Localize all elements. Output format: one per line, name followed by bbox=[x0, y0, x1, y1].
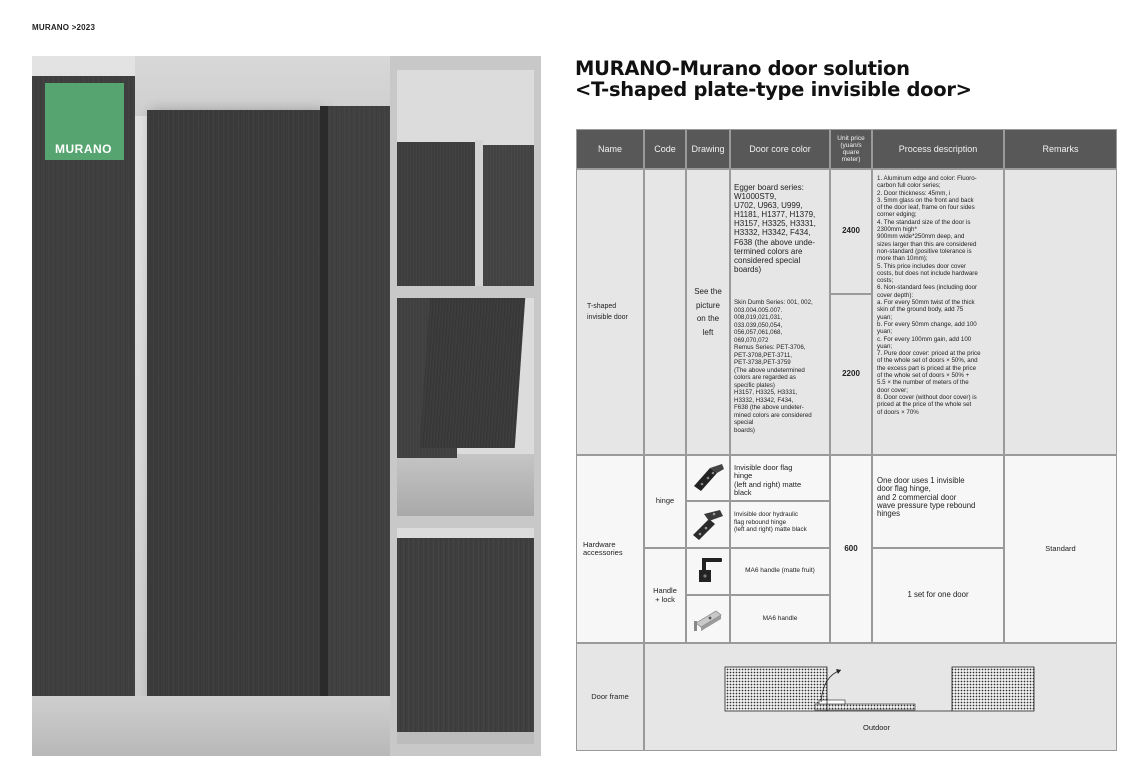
process-description-text: 1. Aluminum edge and color: Fluoro- carbon full color series; 2. Door thickness: 45mm, i 3. 5mm glass on the front and back of the door leaf, frame on four sides corner edging; 4. The standard size of the door is 2300mm high* 900mm wide*250mm deep, and sizes larger than this are considered non-standard (positive tolerance is more than 10mm); 5. This price includes door cover costs, but does not include hardware costs; 6. Non-standard fees (including door cover depth): a. For every 50mm twist of the thick skin of the ground body, add 75 yuan; b. For every 50mm change, add 100 yuan; c. For every 100mm gain, add 100 yuan; 7. Pure door cover: priced at the price of the whole set of doors × 50%, and the excess part is priced at the price of the whole set of doors × 50% + 5.5 × the number of meters of the door cover; 8. Door cover (without door cover) is priced at the price of the whole set of doors × 70% bbox=[877, 175, 981, 416]
row1-price-a: 2400 bbox=[830, 169, 872, 294]
header-door-core-color: Door core color bbox=[730, 129, 830, 169]
row1-name: T-shaped invisible door bbox=[576, 169, 644, 455]
main-door-photo bbox=[32, 56, 390, 756]
handle-item: MA6 handle (matte fruit) bbox=[730, 548, 830, 595]
row2-remarks: Standard bbox=[1004, 455, 1117, 643]
row2-process-hinge bbox=[872, 455, 1004, 548]
hydraulic-hinge-item bbox=[730, 501, 830, 548]
logo-text: MURANO bbox=[55, 142, 112, 156]
murano-logo bbox=[45, 83, 124, 160]
row1-code bbox=[644, 169, 686, 455]
door-frame-diagram bbox=[644, 643, 1117, 751]
hinge-icon bbox=[690, 460, 726, 496]
breadcrumb: MURANO >2023 bbox=[32, 23, 96, 32]
hydraulic-hinge-icon bbox=[690, 507, 726, 543]
price-table bbox=[576, 129, 1117, 751]
row2-process-hinge-text: One door uses 1 invisible door flag hinge, and 2 commercial door wave pressure type rebound hinges bbox=[877, 476, 976, 519]
row1-drawing: See the picture on the left bbox=[686, 169, 730, 455]
hinge-drawing bbox=[686, 455, 730, 501]
door-detail-photo-1 bbox=[397, 70, 534, 286]
door-detail-photo-2 bbox=[397, 298, 534, 516]
row1-remarks bbox=[1004, 169, 1117, 455]
row1-price-b: 2200 bbox=[830, 294, 872, 455]
lever-handle-icon bbox=[690, 554, 726, 590]
header-remarks: Remarks bbox=[1004, 129, 1117, 169]
hydraulic-hinge-item-text: Invisible door hydraulic flag rebound hinge (left and right) matte black bbox=[734, 511, 807, 534]
page-title bbox=[575, 58, 972, 100]
row1-process bbox=[872, 169, 1004, 455]
row2-code-hinge: hinge bbox=[644, 455, 686, 548]
door-frame-section-drawing bbox=[645, 644, 1117, 751]
header-process-description: Process description bbox=[872, 129, 1004, 169]
title-line-1: MURANO-Murano door solution bbox=[575, 57, 910, 80]
header-drawing: Drawing bbox=[686, 129, 730, 169]
row2-process-handle: 1 set for one door bbox=[872, 548, 1004, 643]
lock-body-icon bbox=[690, 601, 726, 637]
door-detail-photo-3 bbox=[397, 528, 534, 744]
title-line-2: <T-shaped plate-type invisible door> bbox=[575, 78, 972, 101]
header-code: Code bbox=[644, 129, 686, 169]
lock-body-drawing bbox=[686, 595, 730, 643]
hinge-item-text: Invisible door flag hinge (left and right) matte black bbox=[734, 463, 802, 497]
hydraulic-hinge-drawing bbox=[686, 501, 730, 548]
lock-item: MA6 handle bbox=[730, 595, 830, 643]
color-egger-series: Egger board series: W1000ST9, U702, U963, U999, H1181, H1377, H1379, H3157, H3325, H3331, H3332, H3342, F434, F638 (the above unde- termined colors are considered special boards) bbox=[734, 183, 816, 274]
header-name: Name bbox=[576, 129, 644, 169]
header-unit-price: Unit price (yuan/s quare meter) bbox=[830, 129, 872, 169]
color-skin-dumb-series: Skin Dumb Series: 001, 002, 003.004.005.007. 008,019,021,031, 033.039,050,054, 056,057,061,068, 069,070,072 Remus Series: PET-3706, PET-3708,PET-3711, PET-3738,PET-3759 (The above undetermined colors are regarded as specific plates) H3157, H3325, H3331, H3332, H3342, F434, F638 (the above undeter- mined colors are considered special boards) bbox=[734, 299, 813, 434]
diagram-label-outdoor: Outdoor bbox=[863, 723, 891, 732]
row1-door-core-color bbox=[730, 169, 830, 455]
row2-code-handle: Handle + lock bbox=[644, 548, 686, 643]
row2-name: Hardware accessories bbox=[576, 455, 644, 643]
hinge-item bbox=[730, 455, 830, 501]
handle-drawing bbox=[686, 548, 730, 595]
row2-price: 600 bbox=[830, 455, 872, 643]
row3-name: Door frame bbox=[576, 643, 644, 751]
